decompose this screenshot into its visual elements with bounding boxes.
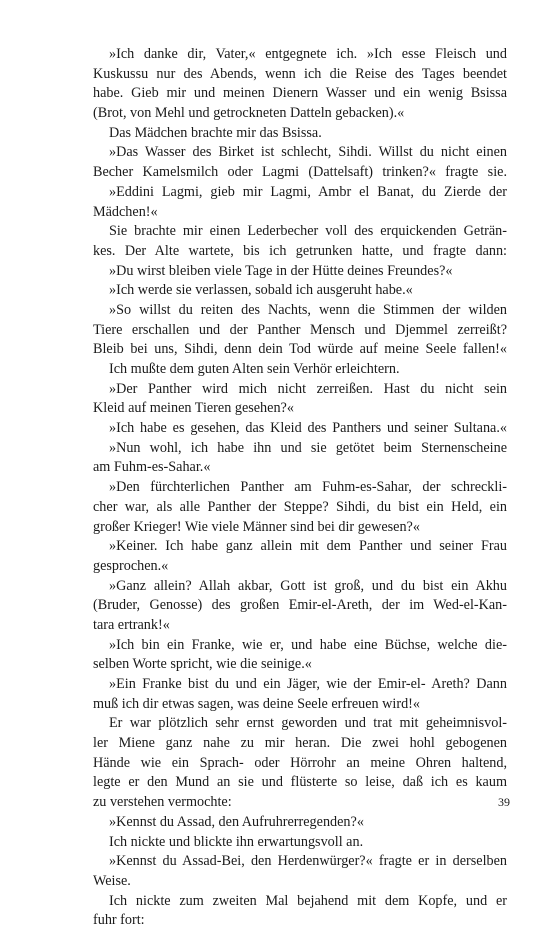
text-line: »Ich bin ein Franke, wie er, und habe eine Büchse, welche die-: [109, 636, 507, 653]
page-number: 39: [498, 795, 510, 809]
text-line: zu verstehen vermochte:: [93, 794, 232, 811]
text-line: habe. Gieb mir und meinen Dienern Wasser und ein wenig Bsissa: [93, 85, 507, 102]
text-line: legte er den Mund an sie und flüsterte so leise, daß ich es kaum: [93, 774, 507, 791]
text-line: fuhr fort:: [93, 912, 145, 929]
text-line: »Nun wohl, ich habe ihn und sie getötet beim Sternenscheine: [109, 439, 507, 456]
text-line: »Du wirst bleiben viele Tage in der Hütte deines Freundes?«: [109, 262, 453, 279]
text-line: »Das Wasser des Birket ist schlecht, Sihdi. Willst du nicht einen: [109, 144, 507, 161]
body-text: [93, 45, 507, 931]
text-line: Er war plötzlich sehr ernst geworden und trat mit geheimnisvol-: [109, 715, 507, 732]
text-line: Tiere erschallen und der Panther Mensch und Djemmel zerreißt?: [93, 321, 507, 338]
text-line: »Kennst du Assad, den Aufruhrerregenden?«: [109, 813, 364, 830]
text-line: muß ich dir etwas sagen, was deine Seele erfreuen wird!«: [93, 695, 420, 712]
text-line: »Keiner. Ich habe ganz allein mit dem Panther und seiner Frau: [109, 538, 507, 555]
text-line: selben Worte spricht, wie die seinige.«: [93, 656, 312, 673]
text-line: (Bruder, Genosse) des großen Emir-el-Areth, der im Wed-el-Kan-: [93, 597, 507, 614]
text-line: »Eddini Lagmi, gieb mir Lagmi, Ambr el Banat, du Zierde der: [109, 183, 507, 200]
text-line: »Ich danke dir, Vater,« entgegnete ich. »Ich esse Fleisch und: [109, 46, 507, 62]
text-line: Ich nickte und blickte ihn erwartungsvoll an.: [109, 833, 364, 850]
text-line: am Fuhm-es-Sahar.«: [93, 459, 211, 476]
text-line: Das Mädchen brachte mir das Bsissa.: [109, 124, 322, 141]
text-line: Becher Kamelsmilch oder Lagmi (Dattelsaft) trinken?« fragte sie.: [93, 164, 507, 181]
text-line: Kleid auf meinen Tieren gesehen?«: [93, 400, 294, 417]
text-line: ler Miene ganz nahe zu mir heran. Die zwei hohl gebogenen: [93, 735, 507, 752]
text-line: cher war, als alle Panther der Steppe? Sihdi, du bist ein Held, ein: [93, 498, 507, 515]
text-line: großer Krieger! Wie viele Männer sind bei dir gewesen?«: [93, 518, 420, 535]
text-line: »Ganz allein? Allah akbar, Gott ist groß, und du bist ein Akhu: [109, 577, 507, 594]
text-line: Kuskussu nur des Abends, wenn ich die Reise des Tages beendet: [93, 65, 507, 82]
text-line: »Ich habe es gesehen, das Kleid des Panthers und seiner Sultana.«: [109, 420, 507, 437]
text-line: kes. Der Alte wartete, bis ich getrunken hatte, und fragte dann:: [93, 242, 507, 259]
text-line: gesprochen.«: [93, 557, 169, 574]
text-line: Ich nickte zum zweiten Mal bejahend mit dem Kopfe, und er: [109, 892, 507, 909]
text-line: »Ein Franke bist du und ein Jäger, wie der Emir-el- Areth? Dann: [109, 676, 507, 692]
text-line: »Der Panther wird mich nicht zerreißen. Hast du nicht sein: [109, 380, 507, 397]
text-line: Mädchen!«: [93, 203, 158, 220]
text-line: (Brot, von Mehl und getrockneten Datteln gebacken).«: [93, 105, 405, 122]
text-line: »Ich werde sie verlassen, sobald ich ausgeruht habe.«: [109, 282, 413, 299]
text-line: »Kennst du Assad-Bei, den Herdenwürger?« fragte er in derselben: [109, 853, 507, 870]
text-line: »Den fürchterlichen Panther am Fuhm-es-Sahar, der schreckli-: [109, 479, 507, 496]
text-line: tara ertrank!«: [93, 616, 170, 633]
text-line: Ich mußte dem guten Alten sein Verhör erleichtern.: [109, 361, 400, 377]
text-line: Weise.: [93, 872, 131, 889]
text-line: Bleib bei uns, Sihdi, denn dein Tod würde auf meine Seele fallen!«: [93, 341, 507, 358]
text-line: »So willst du reiten des Nachts, wenn die Stimmen der wilden: [109, 301, 507, 318]
text-line: Sie brachte mir einen Lederbecher voll des erquickenden Geträn-: [109, 223, 507, 240]
text-line: Hände wie ein Sprach- oder Hörrohr an meine Ohren haltend,: [93, 754, 507, 771]
